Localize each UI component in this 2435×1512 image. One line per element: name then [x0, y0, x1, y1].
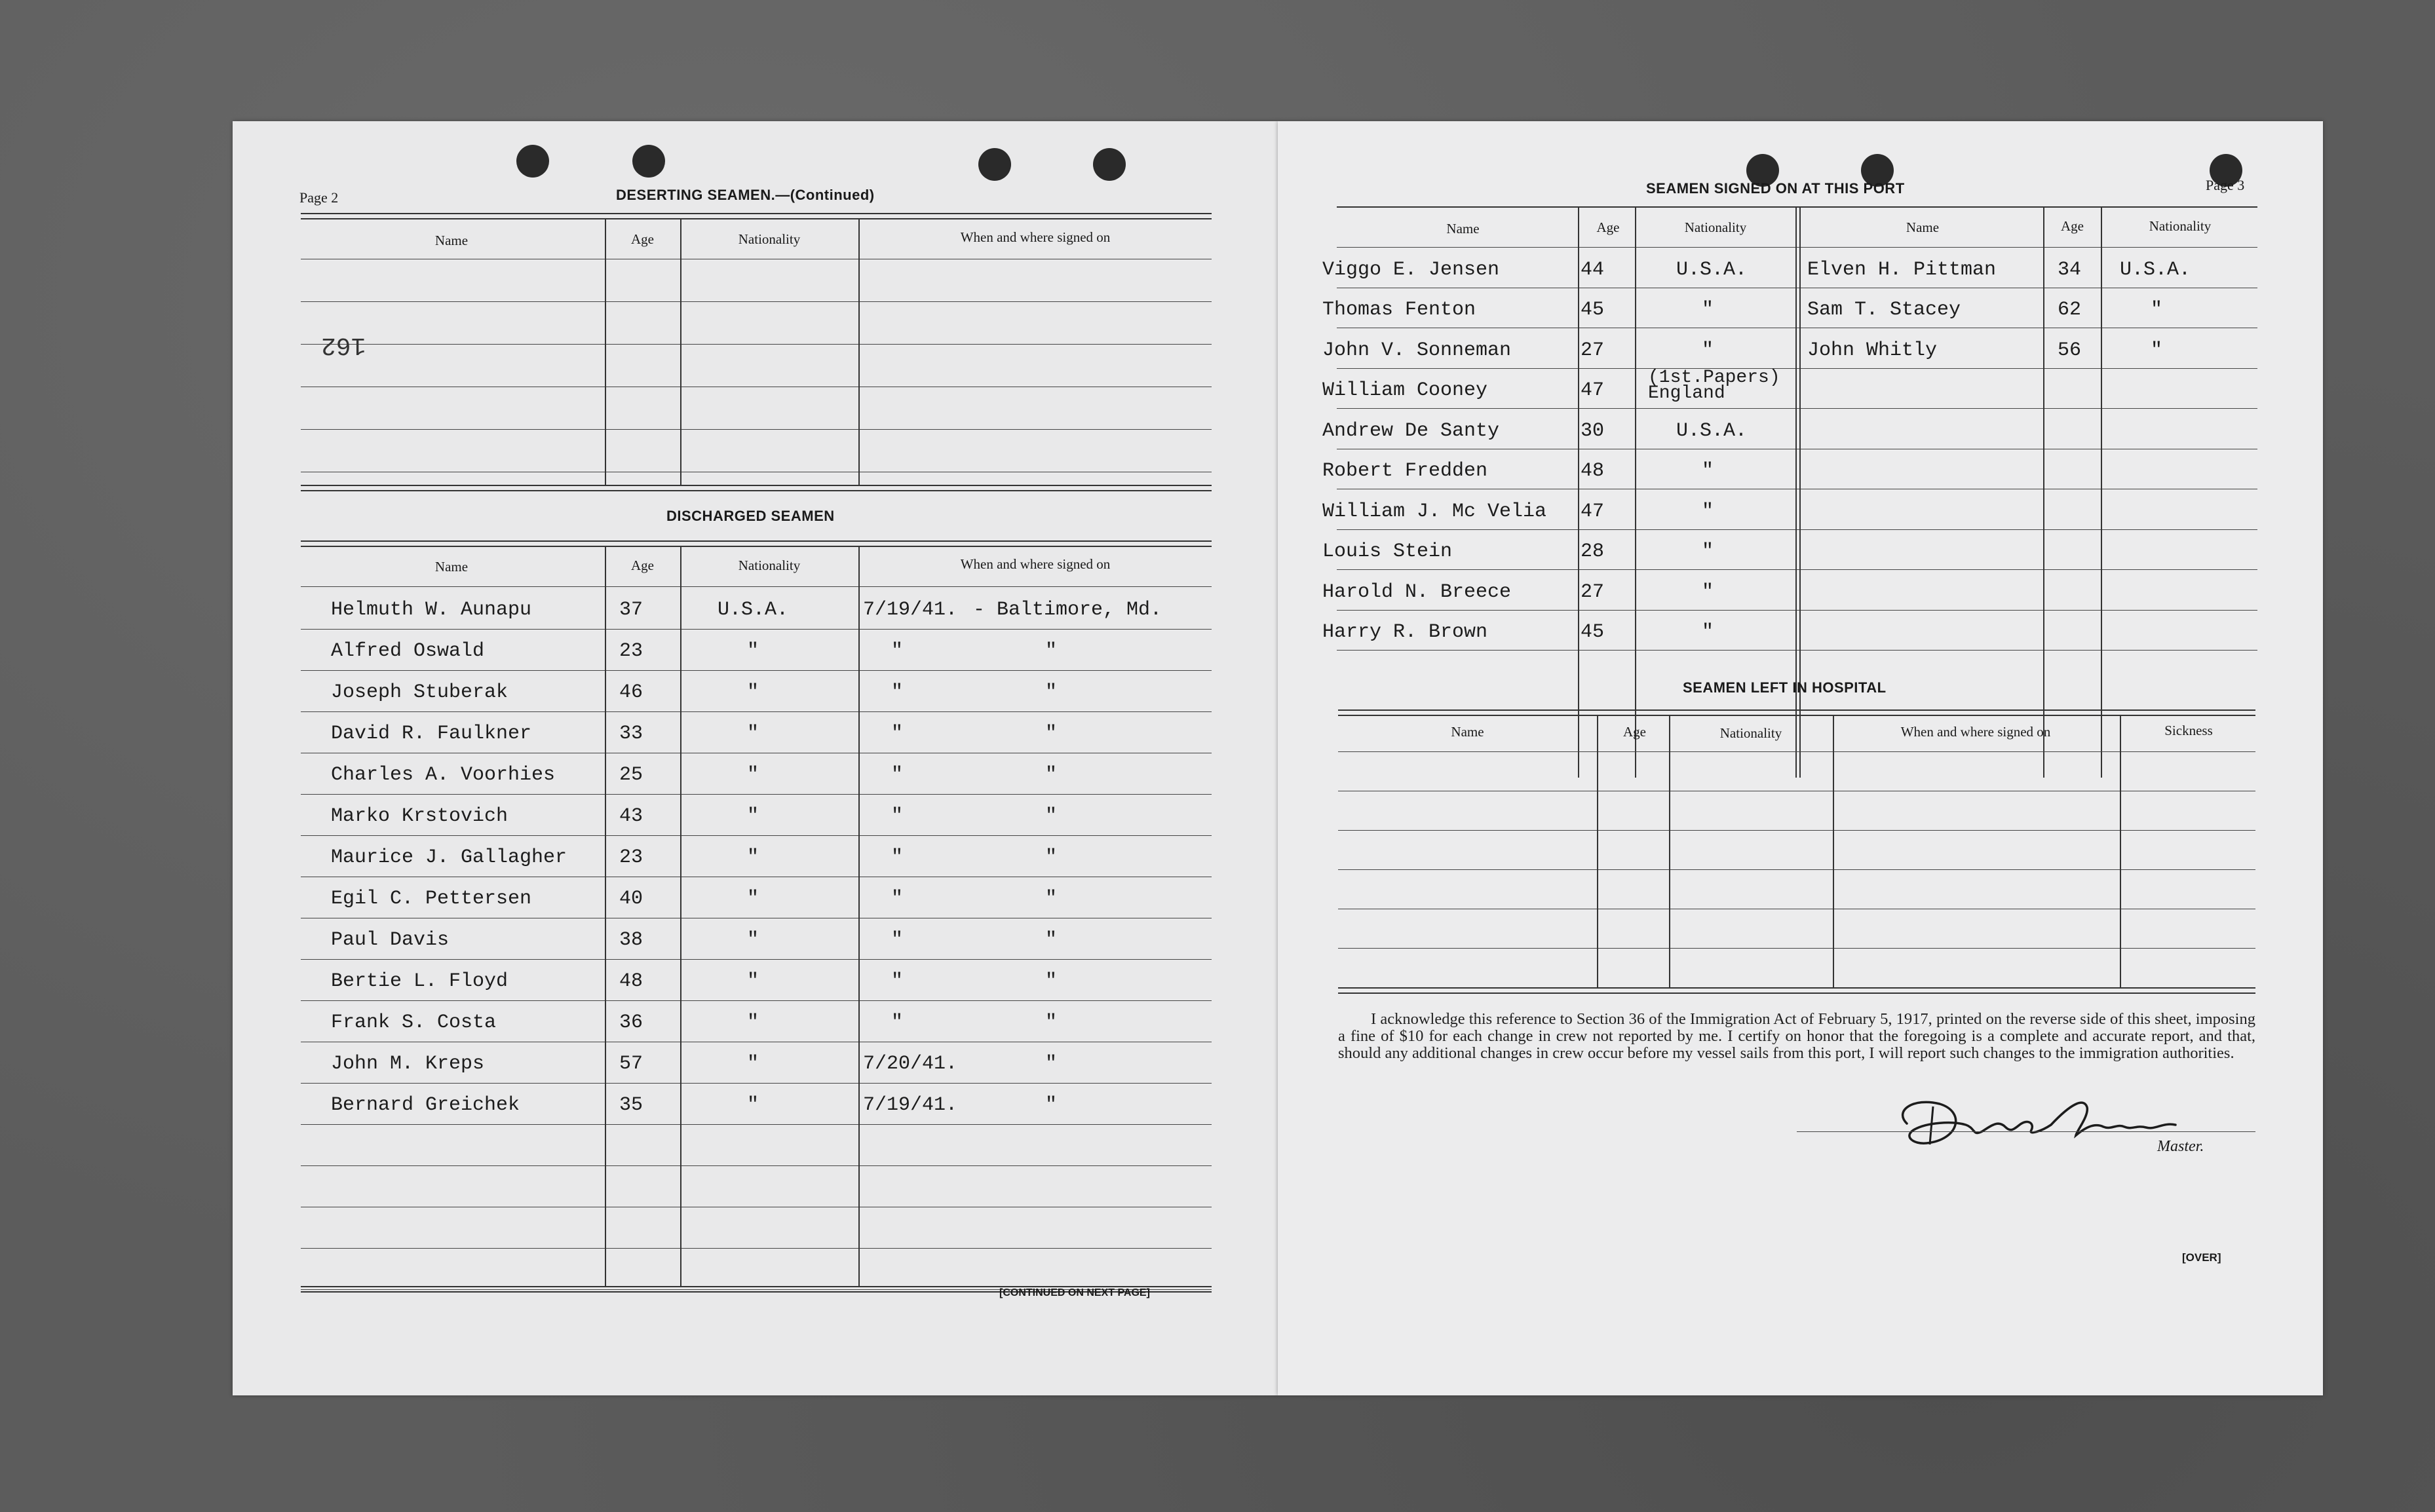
signed-on-nationality: "	[1702, 500, 1714, 523]
discharged-name: Bernard Greichek	[331, 1094, 520, 1116]
discharged-date: "	[891, 723, 904, 745]
signed-on-name: Viggo E. Jensen	[1322, 258, 1500, 281]
column-divider	[1635, 208, 1636, 778]
discharged-nationality: "	[747, 681, 759, 704]
discharged-date: "	[891, 1011, 904, 1034]
signed-on-nationality: U.S.A.	[1676, 258, 1748, 281]
column-header-signed-on: When and where signed on	[960, 556, 1111, 572]
deserting-seamen-title: DESERTING SEAMEN.—(Continued)	[616, 187, 875, 203]
column-header-nationality: Nationality	[1684, 219, 1747, 235]
discharged-date: "	[891, 681, 904, 704]
signed-on-age: 62	[2058, 299, 2082, 321]
column-header-name: Name	[434, 233, 469, 248]
signed-on-age: 45	[1581, 621, 1605, 643]
discharged-date: "	[891, 764, 904, 786]
signed-on-age: 30	[1581, 419, 1605, 442]
signed-on-name: William Cooney	[1322, 379, 1488, 402]
column-header-name: Name	[1906, 219, 1940, 235]
row-rule	[301, 794, 1212, 795]
column-divider	[1833, 715, 1834, 987]
discharged-nationality: "	[747, 805, 759, 827]
table-rule	[301, 218, 1212, 219]
row-rule	[1337, 529, 2257, 530]
discharged-name: David R. Faulkner	[331, 723, 532, 745]
discharged-nationality: "	[747, 640, 759, 662]
row-rule	[301, 429, 1212, 430]
signed-on-nationality: "	[2151, 339, 2163, 362]
signed-on-name: Andrew De Santy	[1322, 419, 1500, 442]
discharged-seamen-title: DISCHARGED SEAMEN	[666, 508, 835, 524]
discharged-age: 37	[619, 599, 643, 621]
column-divider	[605, 219, 606, 485]
signed-on-name: John V. Sonneman	[1322, 339, 1512, 362]
row-rule	[301, 629, 1212, 630]
header-rule	[1337, 247, 2257, 248]
discharged-date: 7/19/41.	[863, 599, 958, 621]
column-header-name: Name	[1451, 724, 1484, 740]
row-rule	[1338, 869, 2255, 870]
signed-on-nationality: "	[2151, 299, 2163, 321]
discharged-date: "	[891, 805, 904, 827]
discharged-place: "	[1045, 681, 1058, 704]
row-rule	[301, 835, 1212, 836]
row-rule	[1337, 408, 2257, 409]
discharged-nationality: "	[747, 970, 759, 992]
discharged-age: 38	[619, 929, 643, 951]
margin-note: 162	[321, 331, 366, 359]
table-rule	[1338, 709, 2255, 711]
row-rule	[301, 959, 1212, 960]
discharged-place: "	[1045, 888, 1058, 910]
signature-role: Master.	[2157, 1138, 2204, 1155]
column-header-nationality: Nationality	[1719, 725, 1782, 741]
signed-on-nationality: "	[1702, 540, 1714, 563]
discharged-nationality: "	[747, 723, 759, 745]
row-rule	[301, 670, 1212, 671]
signed-on-name: Harry R. Brown	[1322, 621, 1488, 643]
table-rule	[1338, 987, 2255, 989]
column-header-sickness: Sickness	[2164, 723, 2213, 738]
punch-hole	[516, 145, 549, 178]
row-rule	[1337, 368, 2257, 369]
discharged-age: 46	[619, 681, 643, 704]
discharged-age: 40	[619, 888, 643, 910]
signed-on-age: 34	[2058, 258, 2082, 281]
column-divider	[2120, 715, 2121, 987]
column-divider	[858, 547, 860, 1286]
discharged-name: Egil C. Pettersen	[331, 888, 532, 910]
discharged-place: "	[1045, 723, 1058, 745]
header-rule	[1338, 751, 2255, 752]
discharged-place: "	[1045, 805, 1058, 827]
signed-on-name: Sam T. Stacey	[1807, 299, 1961, 321]
discharged-date: "	[891, 640, 904, 662]
discharged-age: 48	[619, 970, 643, 992]
row-rule	[301, 1165, 1212, 1166]
signed-on-name: John Whitly	[1807, 339, 1938, 362]
discharged-name: Alfred Oswald	[331, 640, 485, 662]
discharged-name: Helmuth W. Aunapu	[331, 599, 532, 621]
signed-on-age: 56	[2058, 339, 2082, 362]
column-header-age: Age	[631, 558, 654, 573]
column-header-nationality: Nationality	[2149, 218, 2212, 234]
discharged-age: 33	[619, 723, 643, 745]
page-2	[233, 121, 1278, 1395]
row-rule	[301, 1124, 1212, 1125]
discharged-place: "	[1045, 1053, 1058, 1075]
table-rule	[301, 485, 1212, 486]
row-rule	[1337, 610, 2257, 611]
signed-on-title: SEAMEN SIGNED ON AT THIS PORT	[1646, 180, 1905, 197]
signed-on-name: Thomas Fenton	[1322, 299, 1476, 321]
row-rule	[301, 1248, 1212, 1249]
signed-on-nationality: "	[1702, 580, 1714, 603]
discharged-nationality: U.S.A.	[718, 599, 789, 621]
column-divider	[858, 219, 860, 485]
discharged-date: "	[891, 888, 904, 910]
signed-on-age: 27	[1581, 339, 1605, 362]
column-divider	[680, 219, 681, 485]
row-rule	[1338, 948, 2255, 949]
column-divider	[1597, 715, 1598, 987]
discharged-name: Maurice J. Gallagher	[331, 846, 567, 869]
page-number: Page 2	[299, 189, 339, 206]
discharged-date: "	[891, 970, 904, 992]
discharged-place: "	[1045, 1011, 1058, 1034]
discharged-age: 35	[619, 1094, 643, 1116]
discharged-place: "	[1045, 1094, 1058, 1116]
column-divider	[605, 547, 606, 1286]
row-rule	[301, 301, 1212, 302]
column-header-age: Age	[2061, 218, 2084, 234]
punch-hole	[1093, 148, 1126, 181]
signed-on-nationality: "	[1702, 621, 1714, 643]
header-rule	[301, 586, 1212, 587]
discharged-nationality: "	[747, 1053, 759, 1075]
column-header-signed-on: When and where signed on	[960, 229, 1111, 245]
column-header-name: Name	[434, 559, 469, 575]
discharged-name: Charles A. Voorhies	[331, 764, 556, 786]
column-header-age: Age	[631, 231, 654, 247]
row-rule	[301, 1000, 1212, 1001]
table-rule	[301, 540, 1212, 542]
discharged-name: Paul Davis	[331, 929, 450, 951]
discharged-nationality: "	[747, 1011, 759, 1034]
discharged-place: "	[1045, 846, 1058, 869]
signature-line	[1797, 1131, 2255, 1132]
page-3	[1278, 121, 2323, 1395]
signed-on-name: Elven H. Pittman	[1807, 258, 1997, 281]
discharged-name: Joseph Stuberak	[331, 681, 508, 704]
discharged-age: 23	[619, 640, 643, 662]
discharged-name: John M. Kreps	[331, 1053, 485, 1075]
signed-on-name: Harold N. Breece	[1322, 580, 1512, 603]
table-rule	[1338, 992, 2255, 994]
column-divider	[1669, 715, 1670, 987]
signed-on-nationality: "	[1702, 460, 1714, 482]
column-header-age: Age	[1623, 724, 1646, 740]
signed-on-nationality: U.S.A.	[1676, 419, 1748, 442]
over-label: [OVER]	[2182, 1251, 2221, 1264]
column-divider	[1578, 208, 1579, 778]
signed-on-nationality: (1st.Papers) England	[1648, 368, 1780, 404]
discharged-name: Bertie L. Floyd	[331, 970, 508, 992]
punch-hole	[978, 148, 1011, 181]
signed-on-name: William J. Mc Velia	[1322, 500, 1547, 523]
discharged-place: "	[1045, 640, 1058, 662]
discharged-name: Marko Krstovich	[331, 805, 508, 827]
column-header-name: Name	[1446, 221, 1480, 236]
discharged-place: "	[1045, 764, 1058, 786]
column-header-age: Age	[1596, 219, 1620, 235]
column-header-signed-on: When and where signed on	[1900, 724, 2051, 740]
table-rule	[1338, 715, 2255, 716]
signed-on-age: 47	[1581, 379, 1605, 402]
page-number: Page 3	[2206, 177, 2245, 193]
discharged-place: - Baltimore, Md.	[973, 599, 1162, 621]
row-rule	[1337, 569, 2257, 570]
discharged-date: "	[891, 929, 904, 951]
table-rule	[1337, 206, 2257, 208]
signed-on-age: 44	[1581, 258, 1605, 281]
signed-on-nationality: U.S.A.	[2120, 258, 2191, 281]
table-rule	[301, 546, 1212, 547]
signed-on-name: Louis Stein	[1322, 540, 1453, 563]
discharged-age: 25	[619, 764, 643, 786]
column-header-nationality: Nationality	[738, 558, 801, 573]
discharged-nationality: "	[747, 888, 759, 910]
table-rule	[301, 213, 1212, 214]
discharged-place: "	[1045, 929, 1058, 951]
discharged-name: Frank S. Costa	[331, 1011, 497, 1034]
discharged-age: 36	[619, 1011, 643, 1034]
column-divider	[2101, 208, 2102, 778]
discharged-date: "	[891, 846, 904, 869]
signed-on-age: 47	[1581, 500, 1605, 523]
discharged-age: 57	[619, 1053, 643, 1075]
discharged-age: 23	[619, 846, 643, 869]
discharged-date: 7/19/41.	[863, 1094, 958, 1116]
continued-footer: [CONTINUED ON NEXT PAGE]	[999, 1287, 1150, 1298]
discharged-nationality: "	[747, 929, 759, 951]
row-rule	[1337, 650, 2257, 651]
signed-on-age: 27	[1581, 580, 1605, 603]
column-divider	[2043, 208, 2044, 778]
row-rule	[301, 711, 1212, 712]
discharged-age: 43	[619, 805, 643, 827]
column-divider	[680, 547, 681, 1286]
signed-on-age: 48	[1581, 460, 1605, 482]
punch-hole	[632, 145, 665, 178]
row-rule	[301, 344, 1212, 345]
discharged-nationality: "	[747, 1094, 759, 1116]
hospital-title: SEAMEN LEFT IN HOSPITAL	[1683, 679, 1887, 696]
discharged-nationality: "	[747, 846, 759, 869]
signed-on-nationality: "	[1702, 339, 1714, 362]
signed-on-name: Robert Fredden	[1322, 460, 1488, 482]
row-rule	[1338, 830, 2255, 831]
discharged-date: 7/20/41.	[863, 1053, 958, 1075]
discharged-nationality: "	[747, 764, 759, 786]
table-rule	[301, 490, 1212, 491]
discharged-place: "	[1045, 970, 1058, 992]
signed-on-age: 45	[1581, 299, 1605, 321]
column-header-nationality: Nationality	[738, 231, 801, 247]
row-rule	[301, 1083, 1212, 1084]
signed-on-nationality: "	[1702, 299, 1714, 321]
acknowledgement-paragraph: I acknowledge this reference to Section 36 of the Immigration Act of February 5, 1917, printed on the reverse side of this sheet, imposing a fine of $10 for each change in crew not reported by me. I certify on honor that the foregoing is a complete and accurate report, and that, should any additional changes in crew occur before my vessel sails from this port, I will report such changes to the immigration authorities.	[1338, 1010, 2255, 1062]
signed-on-age: 28	[1581, 540, 1605, 563]
